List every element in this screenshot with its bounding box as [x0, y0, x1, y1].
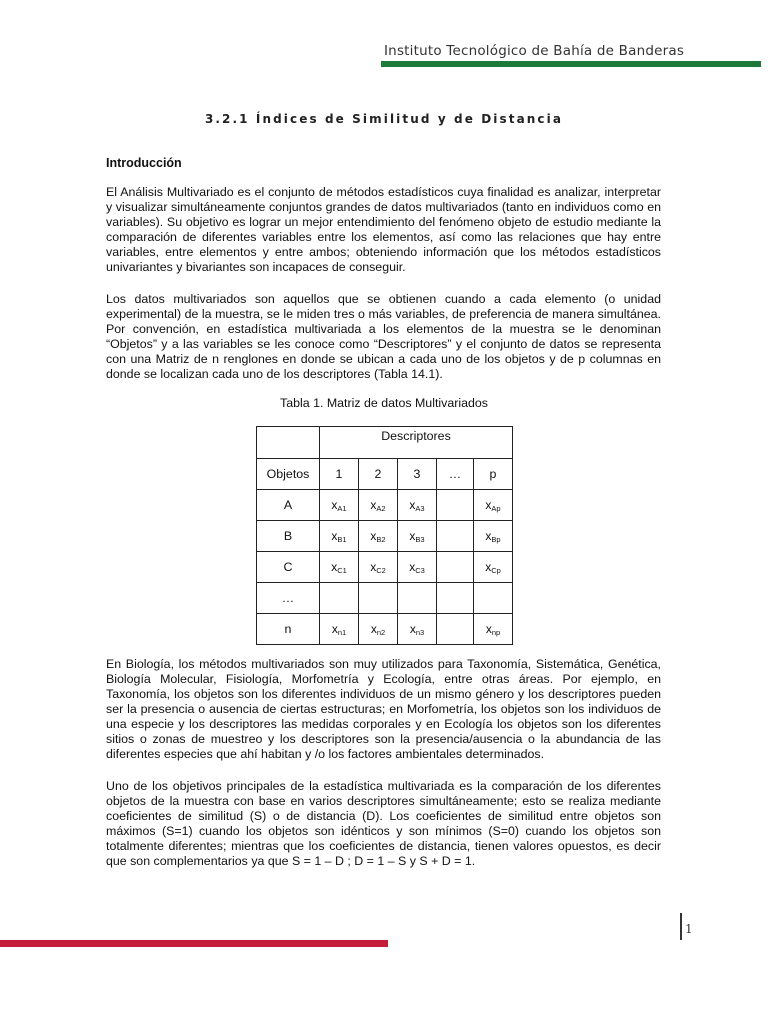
cell-subscript: A3 [415, 503, 425, 513]
table-row [257, 614, 513, 645]
row-label: … [257, 583, 320, 614]
cell-subscript: n1 [337, 627, 347, 637]
cell-variable: x [409, 621, 416, 636]
column-header: p [474, 459, 513, 490]
table-cell [398, 552, 437, 583]
cell-variable: x [370, 559, 377, 574]
cell-subscript: n2 [376, 627, 386, 637]
column-header: 1 [320, 459, 359, 490]
table-cell [359, 490, 398, 521]
table-cell [437, 490, 474, 521]
table-cell [437, 583, 474, 614]
row-label: A [257, 490, 320, 521]
table-cell [474, 490, 513, 521]
table-cell [359, 521, 398, 552]
cell-subscript: A1 [337, 503, 347, 513]
paragraph-4: Uno de los objetivos principales de la estadística multivariada es la comparación de los diferentes objetos de la muestra con base en varios descriptores simultáneamente; esto se realiza mediante coeficientes de similitud (S) o de distancia (D). Los coeficientes de similitud entre objetos son máximos (S=1) cuando los objetos son idénticos y son mínimos (S=0) cuando los objetos son totalmente diferentes; mientras que los coeficientes de distancia, tienen valores opuestos, es decir que son complementarios ya que S = 1 – D ; D = 1 – S y S + D = 1. [106, 779, 661, 868]
cell-variable: x [485, 497, 492, 512]
cell-subscript: C3 [415, 565, 425, 575]
cell-subscript: Ap [491, 503, 501, 513]
table-caption: Tabla 1. Matriz de datos Multivariados [280, 396, 488, 410]
footer-red-rule [0, 940, 388, 947]
cell-subscript: C2 [376, 565, 386, 575]
section-title: 3.2.1 Índices de Similitud y de Distancia [204, 112, 564, 126]
column-header: 3 [398, 459, 437, 490]
table-header-row [257, 427, 513, 459]
cell-variable: x [370, 621, 377, 636]
objects-header: Objetos [257, 459, 320, 490]
table-cell [437, 521, 474, 552]
table-cell [398, 583, 437, 614]
table-cell [474, 521, 513, 552]
page-number: 1 [685, 922, 693, 936]
table-cell [320, 583, 359, 614]
table-cell [474, 583, 513, 614]
cell-variable: x [409, 528, 416, 543]
table-cell [474, 552, 513, 583]
table-row [257, 490, 513, 521]
cell-subscript: A2 [376, 503, 386, 513]
header-institution: Instituto Tecnológico de Bahía de Banderas [384, 43, 685, 59]
row-label: C [257, 552, 320, 583]
table-cell [398, 490, 437, 521]
cell-variable: x [409, 559, 416, 574]
paragraph-1: El Análisis Multivariado es el conjunto de métodos estadísticos cuya finalidad es analizar, interpretar y visualizar simultáneamente conjuntos grandes de datos multivariados (tanto en individuos como en variables). Su objetivo es lograr un mejor entendimiento del fenómeno objeto de estudio mediante la comparación de diferentes variables entre los elementos, así como las relaciones que hay entre variables, entre elementos y entre ambos; obteniendo información que los métodos estadísticos univariantes y bivariantes son incapaces de conseguir. [106, 185, 661, 274]
table-row [257, 521, 513, 552]
cell-subscript: n3 [415, 627, 425, 637]
intro-heading: Introducción [106, 156, 182, 170]
page-number-bar [680, 913, 682, 940]
cell-variable: x [485, 528, 492, 543]
table-cell [320, 614, 359, 645]
table-cell [320, 490, 359, 521]
table-cell [437, 614, 474, 645]
paragraph-3: En Biología, los métodos multivariados son muy utilizados para Taxonomía, Sistemática, Genética, Biología Molecular, Fisiología, Morfometría y Ecología, entre otras áreas. Por ejemplo, en Taxonomía, los objetos son los diferentes individuos de un mismo género y los descriptores pueden ser la presencia o ausencia de ciertas estructuras; en Morfometría, los objetos son los individuos de una especie y los descriptores las medidas corporales y en Ecología los objetos son los diferentes sitios o zonas de muestreo y los descriptores son la presencia/ausencia o la abundancia de las diferentes especies que ahí habitan y /o los factores ambientales determinados. [106, 657, 661, 761]
cell-subscript: Bp [491, 534, 501, 544]
table-cell [320, 552, 359, 583]
cell-subscript: np [491, 627, 501, 637]
table-corner-cell [257, 427, 320, 459]
cell-variable: x [331, 559, 338, 574]
cell-variable: x [485, 621, 492, 636]
row-label: B [257, 521, 320, 552]
table-cell [398, 521, 437, 552]
table-column-row [257, 459, 513, 490]
cell-subscript: B3 [415, 534, 425, 544]
cell-variable: x [331, 621, 338, 636]
table-cell [359, 552, 398, 583]
descriptors-header: Descriptores [320, 427, 513, 459]
cell-variable: x [370, 528, 377, 543]
table-cell [359, 614, 398, 645]
table-cell [320, 521, 359, 552]
table-cell [359, 583, 398, 614]
paragraph-2: Los datos multivariados son aquellos que se obtienen cuando a cada elemento (o unidad experimental) de la muestra, se le miden tres o más variables, de preferencia de manera simultánea. Por convención, en estadística multivariada a los elementos de la muestra se le denominan “Objetos” y a las variables se les conoce como “Descriptores” y el conjunto de datos se representa con una Matriz de n renglones en donde se ubican a cada uno de los objetos y de p columnas en donde se localizan cada uno de los descriptores (Tabla 14.1). [106, 292, 661, 381]
table-cell [398, 614, 437, 645]
table-cell [437, 552, 474, 583]
cell-variable: x [409, 497, 416, 512]
table-row [257, 552, 513, 583]
cell-variable: x [370, 497, 377, 512]
row-label: n [257, 614, 320, 645]
cell-variable: x [331, 497, 338, 512]
table-row [257, 583, 513, 614]
data-matrix-table [256, 426, 513, 645]
column-header: … [437, 459, 474, 490]
cell-variable: x [485, 559, 492, 574]
cell-subscript: C1 [337, 565, 347, 575]
table-cell [474, 614, 513, 645]
cell-subscript: B1 [337, 534, 347, 544]
cell-variable: x [331, 528, 338, 543]
column-header: 2 [359, 459, 398, 490]
header-green-rule [381, 61, 761, 67]
cell-subscript: Cp [491, 565, 501, 575]
cell-subscript: B2 [376, 534, 386, 544]
